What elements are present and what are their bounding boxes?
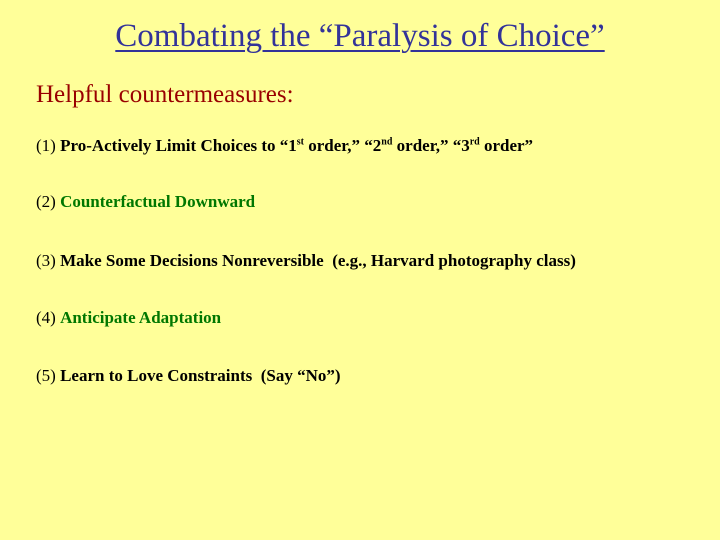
- item-3-text: Make Some Decisions Nonreversible (e.g., Harvard photography class): [60, 251, 576, 270]
- slide-title: [0, 16, 720, 56]
- list-item-1: [36, 135, 533, 157]
- item-4-text: Anticipate Adaptation: [60, 308, 222, 327]
- item-2-number: (2): [36, 192, 56, 211]
- item-4-number: (4): [36, 308, 56, 327]
- item-1-text: Pro-Actively Limit Choices to “1st order,” “2nd order,” “3rd order”: [60, 136, 534, 155]
- list-item-4: [36, 307, 221, 329]
- item-3-number: (3): [36, 251, 56, 270]
- slide-subtitle: Helpful countermeasures:: [36, 81, 294, 108]
- list-item-3: [36, 250, 576, 272]
- item-1-number: (1): [36, 136, 56, 155]
- list-item-2: [36, 191, 255, 213]
- item-2-text: Counterfactual Downward: [60, 192, 256, 211]
- item-5-number: (5): [36, 366, 56, 385]
- list-item-5: [36, 365, 341, 387]
- item-5-text: Learn to Love Constraints (Say “No”): [60, 366, 341, 385]
- slide-title-text: Combating the “Paralysis of Choice”: [115, 18, 605, 54]
